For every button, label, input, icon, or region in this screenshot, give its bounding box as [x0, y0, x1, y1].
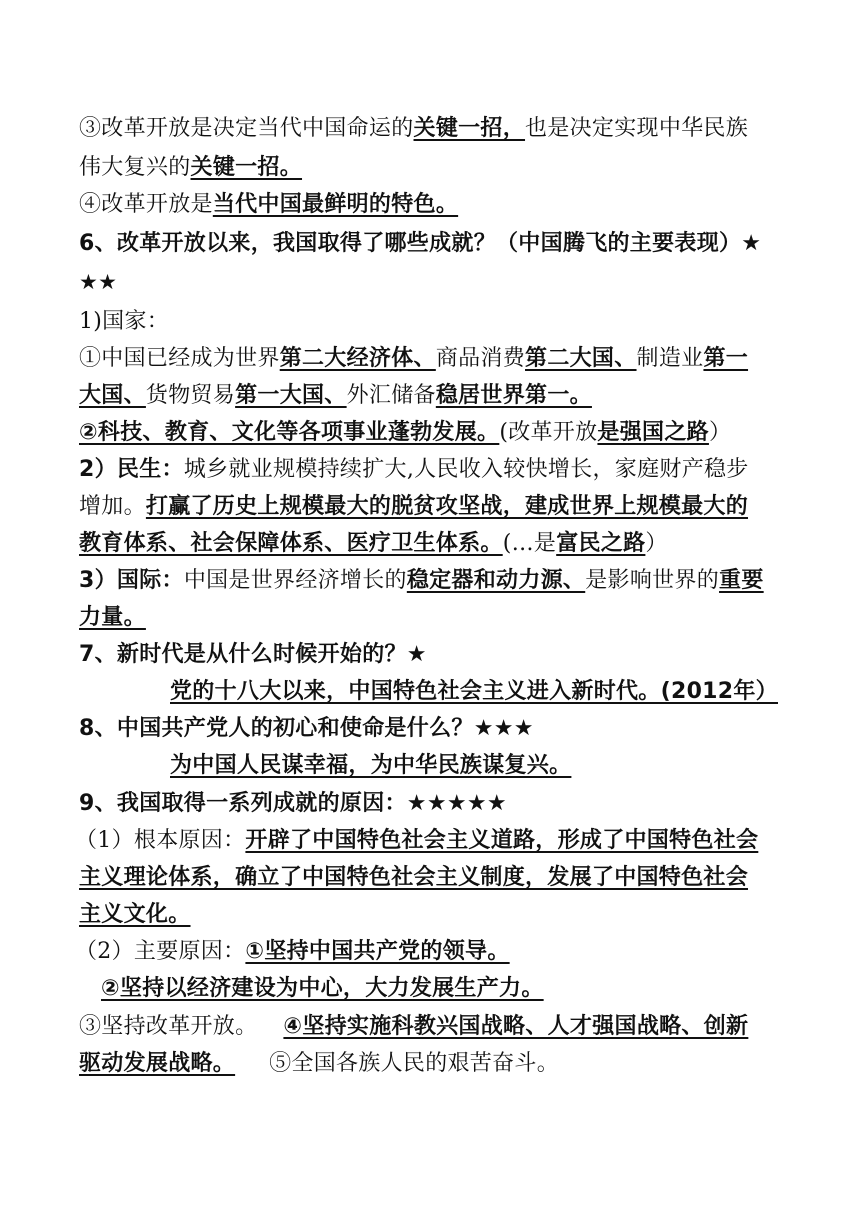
text-run: (…是	[502, 531, 557, 556]
text-run: 城乡就业规模持续扩大,人民收入较快增长，家庭财产稳步	[183, 457, 749, 482]
heading-text: 9、我国取得一系列成就的原因：★★★★★	[79, 791, 507, 816]
line-reform-key-move	[79, 118, 748, 140]
underlined-key-phrase: 开辟了中国特色社会主义道路，形成了中国特色社会	[245, 828, 759, 853]
text-run: 1)国家：	[79, 309, 170, 334]
line-trade-rank	[79, 385, 592, 407]
text-run: 也是决定实现中华民族	[525, 116, 749, 141]
question-6-stars	[79, 272, 117, 294]
heading-text: 6、改革开放以来，我国取得了哪些成就？（中国腾飞的主要表现）★	[79, 231, 762, 256]
text-run: 是影响世界的	[585, 568, 720, 593]
underlined-key-phrase: 力量。	[79, 605, 146, 630]
subheading-livelihood: 2）民生：	[79, 457, 184, 482]
line-systems	[79, 533, 668, 555]
text-run: 制造业	[636, 346, 704, 371]
underlined-key-phrase: 教育体系、社会保障体系、医疗卫生体系。	[79, 531, 503, 556]
text-run: ⑤全国各族人民的艰苦奋斗。	[269, 1051, 560, 1076]
underlined-key-phrase: 关键一招，	[413, 116, 526, 141]
underlined-key-phrase: 稳居世界第一。	[435, 383, 592, 408]
underlined-answer: 为中国人民谋幸福，为中华民族谋复兴。	[170, 753, 572, 778]
text-run: 增加。	[79, 494, 146, 519]
underlined-key-phrase: 第二大国、	[525, 346, 637, 371]
underlined-key-phrase: ①坚持中国共产党的领导。	[245, 939, 510, 964]
line-reform-feature	[79, 194, 458, 216]
line-fundamental-reason	[75, 830, 758, 852]
line-theory-system	[79, 867, 748, 889]
text-run: （1）根本原因：	[75, 828, 246, 853]
heading-text: 8、中国共产党人的初心和使命是什么？★★★	[79, 716, 534, 741]
text-run: (改革开放	[499, 420, 598, 445]
line-culture	[79, 904, 191, 926]
answer-7	[170, 681, 778, 703]
underlined-key-phrase: 打赢了历史上规模最大的脱贫攻坚战，建成世界上规模最大的	[145, 494, 749, 519]
text-run: 中国是世界经济增长的	[183, 568, 407, 593]
underlined-key-phrase: 第一大国、	[235, 383, 347, 408]
line-force	[79, 607, 146, 629]
text-run: 商品消费	[435, 346, 526, 371]
text-run: 货物贸易	[145, 383, 236, 408]
question-6-heading	[79, 233, 761, 255]
answer-8	[170, 755, 571, 777]
underlined-key-phrase: 第一	[703, 346, 749, 371]
underlined-key-phrase: 主义文化。	[79, 902, 191, 927]
underlined-key-phrase: 重要	[719, 568, 764, 593]
heading-text: 7、新时代是从什么时候开始的？★	[79, 642, 427, 667]
text-run: ①中国已经成为世界	[79, 346, 280, 371]
underlined-key-phrase: 稳定器和动力源、	[406, 568, 586, 593]
subheading-international: 3）国际：	[79, 568, 184, 593]
underlined-key-phrase: 富民之路	[556, 531, 646, 556]
underlined-key-phrase: ②坚持以经济建设为中心，大力发展生产力。	[101, 976, 544, 1001]
text-run: 伟大复兴的	[79, 155, 191, 180]
line-innovation-driven	[79, 1053, 559, 1075]
question-8-heading	[79, 718, 534, 740]
underlined-key-phrase: 驱动发展战略。	[79, 1051, 236, 1076]
line-international	[79, 570, 764, 592]
line-economy-rank	[79, 348, 748, 370]
text-run: （2）主要原因：	[75, 939, 246, 964]
line-poverty	[79, 496, 748, 518]
line-science-education	[79, 422, 731, 444]
underlined-key-phrase: 关键一招。	[190, 155, 303, 180]
underlined-key-phrase: 是强国之路	[597, 420, 709, 445]
question-7-heading	[79, 644, 427, 666]
underlined-key-phrase: 主义理论体系，确立了中国特色社会主义制度，发展了中国特色社会	[79, 865, 749, 890]
question-9-heading	[79, 793, 507, 815]
text-run: ）	[708, 420, 732, 445]
underlined-key-phrase: 当代中国最鲜明的特色。	[212, 192, 459, 217]
underlined-key-phrase: 大国、	[79, 383, 146, 408]
line-economic-center	[101, 978, 544, 1000]
text-run: ③改革开放是决定当代中国命运的	[79, 116, 414, 141]
underlined-key-phrase: ②科技、教育、文化等各项事业蓬勃发展。	[79, 420, 500, 445]
underlined-key-phrase: ④坚持实施科教兴国战略、人才强国战略、创新	[283, 1014, 749, 1039]
text-run: ③坚持改革开放。	[79, 1014, 258, 1039]
underlined-answer: 党的十八大以来，中国特色社会主义进入新时代。(2012年）	[170, 679, 778, 704]
line-main-reason	[75, 941, 510, 963]
star-icon: ★★	[79, 270, 118, 294]
text-run: ④改革开放是	[79, 192, 213, 217]
line-rejuvenation-key-move	[79, 157, 302, 179]
line-livelihood	[79, 459, 749, 481]
line-strategies	[79, 1016, 748, 1038]
text-run: 外汇储备	[346, 383, 436, 408]
text-run: ）	[645, 531, 668, 556]
underlined-key-phrase: 第二大经济体、	[279, 346, 436, 371]
subheading-country	[79, 311, 169, 333]
